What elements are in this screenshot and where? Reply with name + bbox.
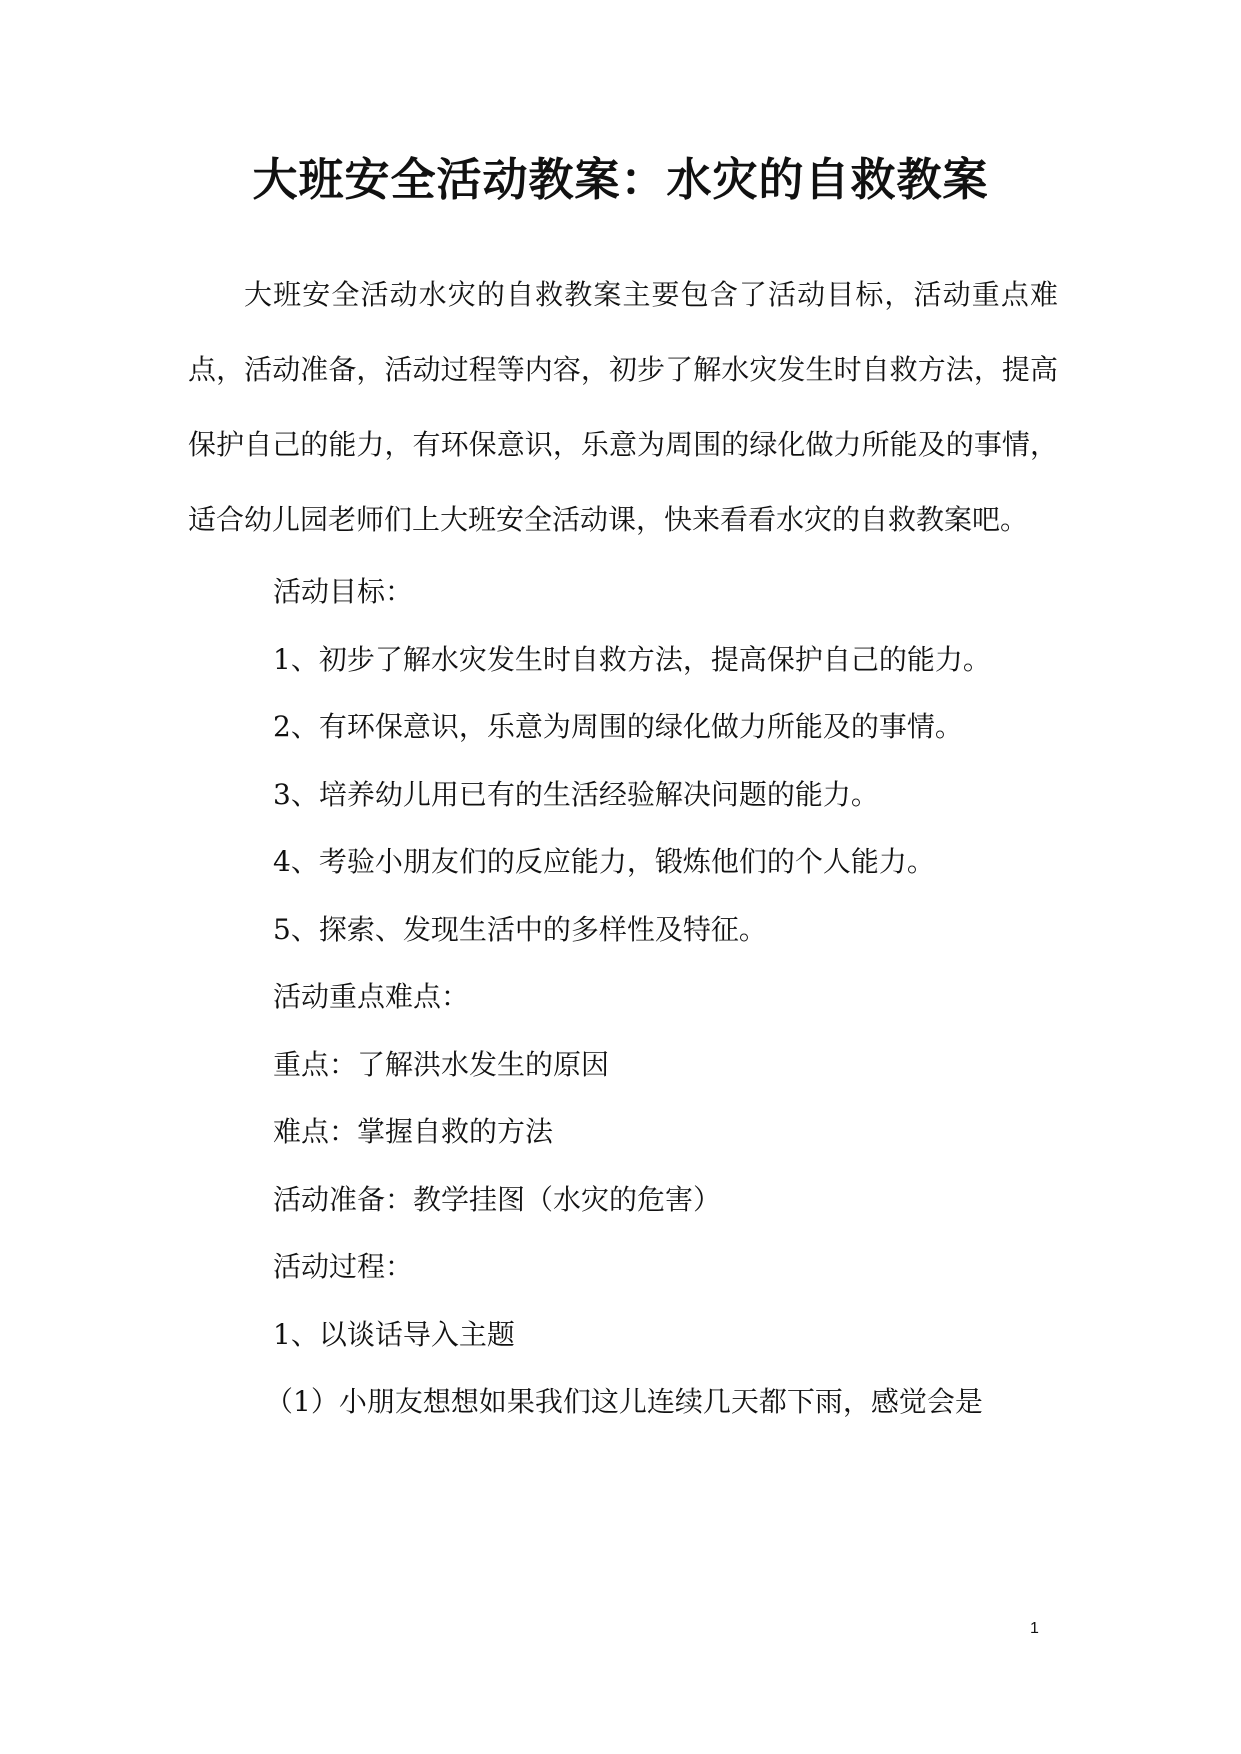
goals-heading: 活动目标：: [273, 575, 414, 608]
document-title: 大班安全活动教案：水灾的自救教案: [252, 153, 989, 206]
goal-item: 1、初步了解水灾发生时自救方法，提高保护自己的能力。: [273, 643, 991, 676]
goal-item: 5、探索、发现生活中的多样性及特征。: [273, 913, 767, 946]
preparation-line: 活动准备：教学挂图（水灾的危害）: [273, 1183, 722, 1216]
process-step: 1、以谈话导入主题: [273, 1318, 515, 1351]
key-point: 重点：了解洪水发生的原因: [273, 1048, 610, 1081]
goal-item: 4、考验小朋友们的反应能力，锻炼他们的个人能力。: [273, 845, 935, 878]
process-question: （1）小朋友想想如果我们这儿连续几天都下雨，感觉会是: [265, 1385, 983, 1418]
goal-item: 3、培养幼儿用已有的生活经验解决问题的能力。: [273, 778, 879, 811]
key-points-heading: 活动重点难点：: [273, 980, 470, 1013]
goal-item: 2、有环保意识，乐意为周围的绿化做力所能及的事情。: [273, 710, 963, 743]
process-heading: 活动过程：: [273, 1250, 414, 1283]
page-number: 1: [1030, 1620, 1039, 1637]
intro-paragraph: 大班安全活动水灾的自救教案主要包含了活动目标，活动重点难点，活动准备，活动过程等内容，初步了解水灾发生时自救方法，提高保护自己的能力，有环保意识，乐意为周围的绿化做力所能及的事情，适合幼儿园老师们上大班安全活动课，快来看看水灾的自救教案吧。: [188, 278, 1058, 536]
difficulty-point: 难点：掌握自救的方法: [273, 1115, 554, 1148]
